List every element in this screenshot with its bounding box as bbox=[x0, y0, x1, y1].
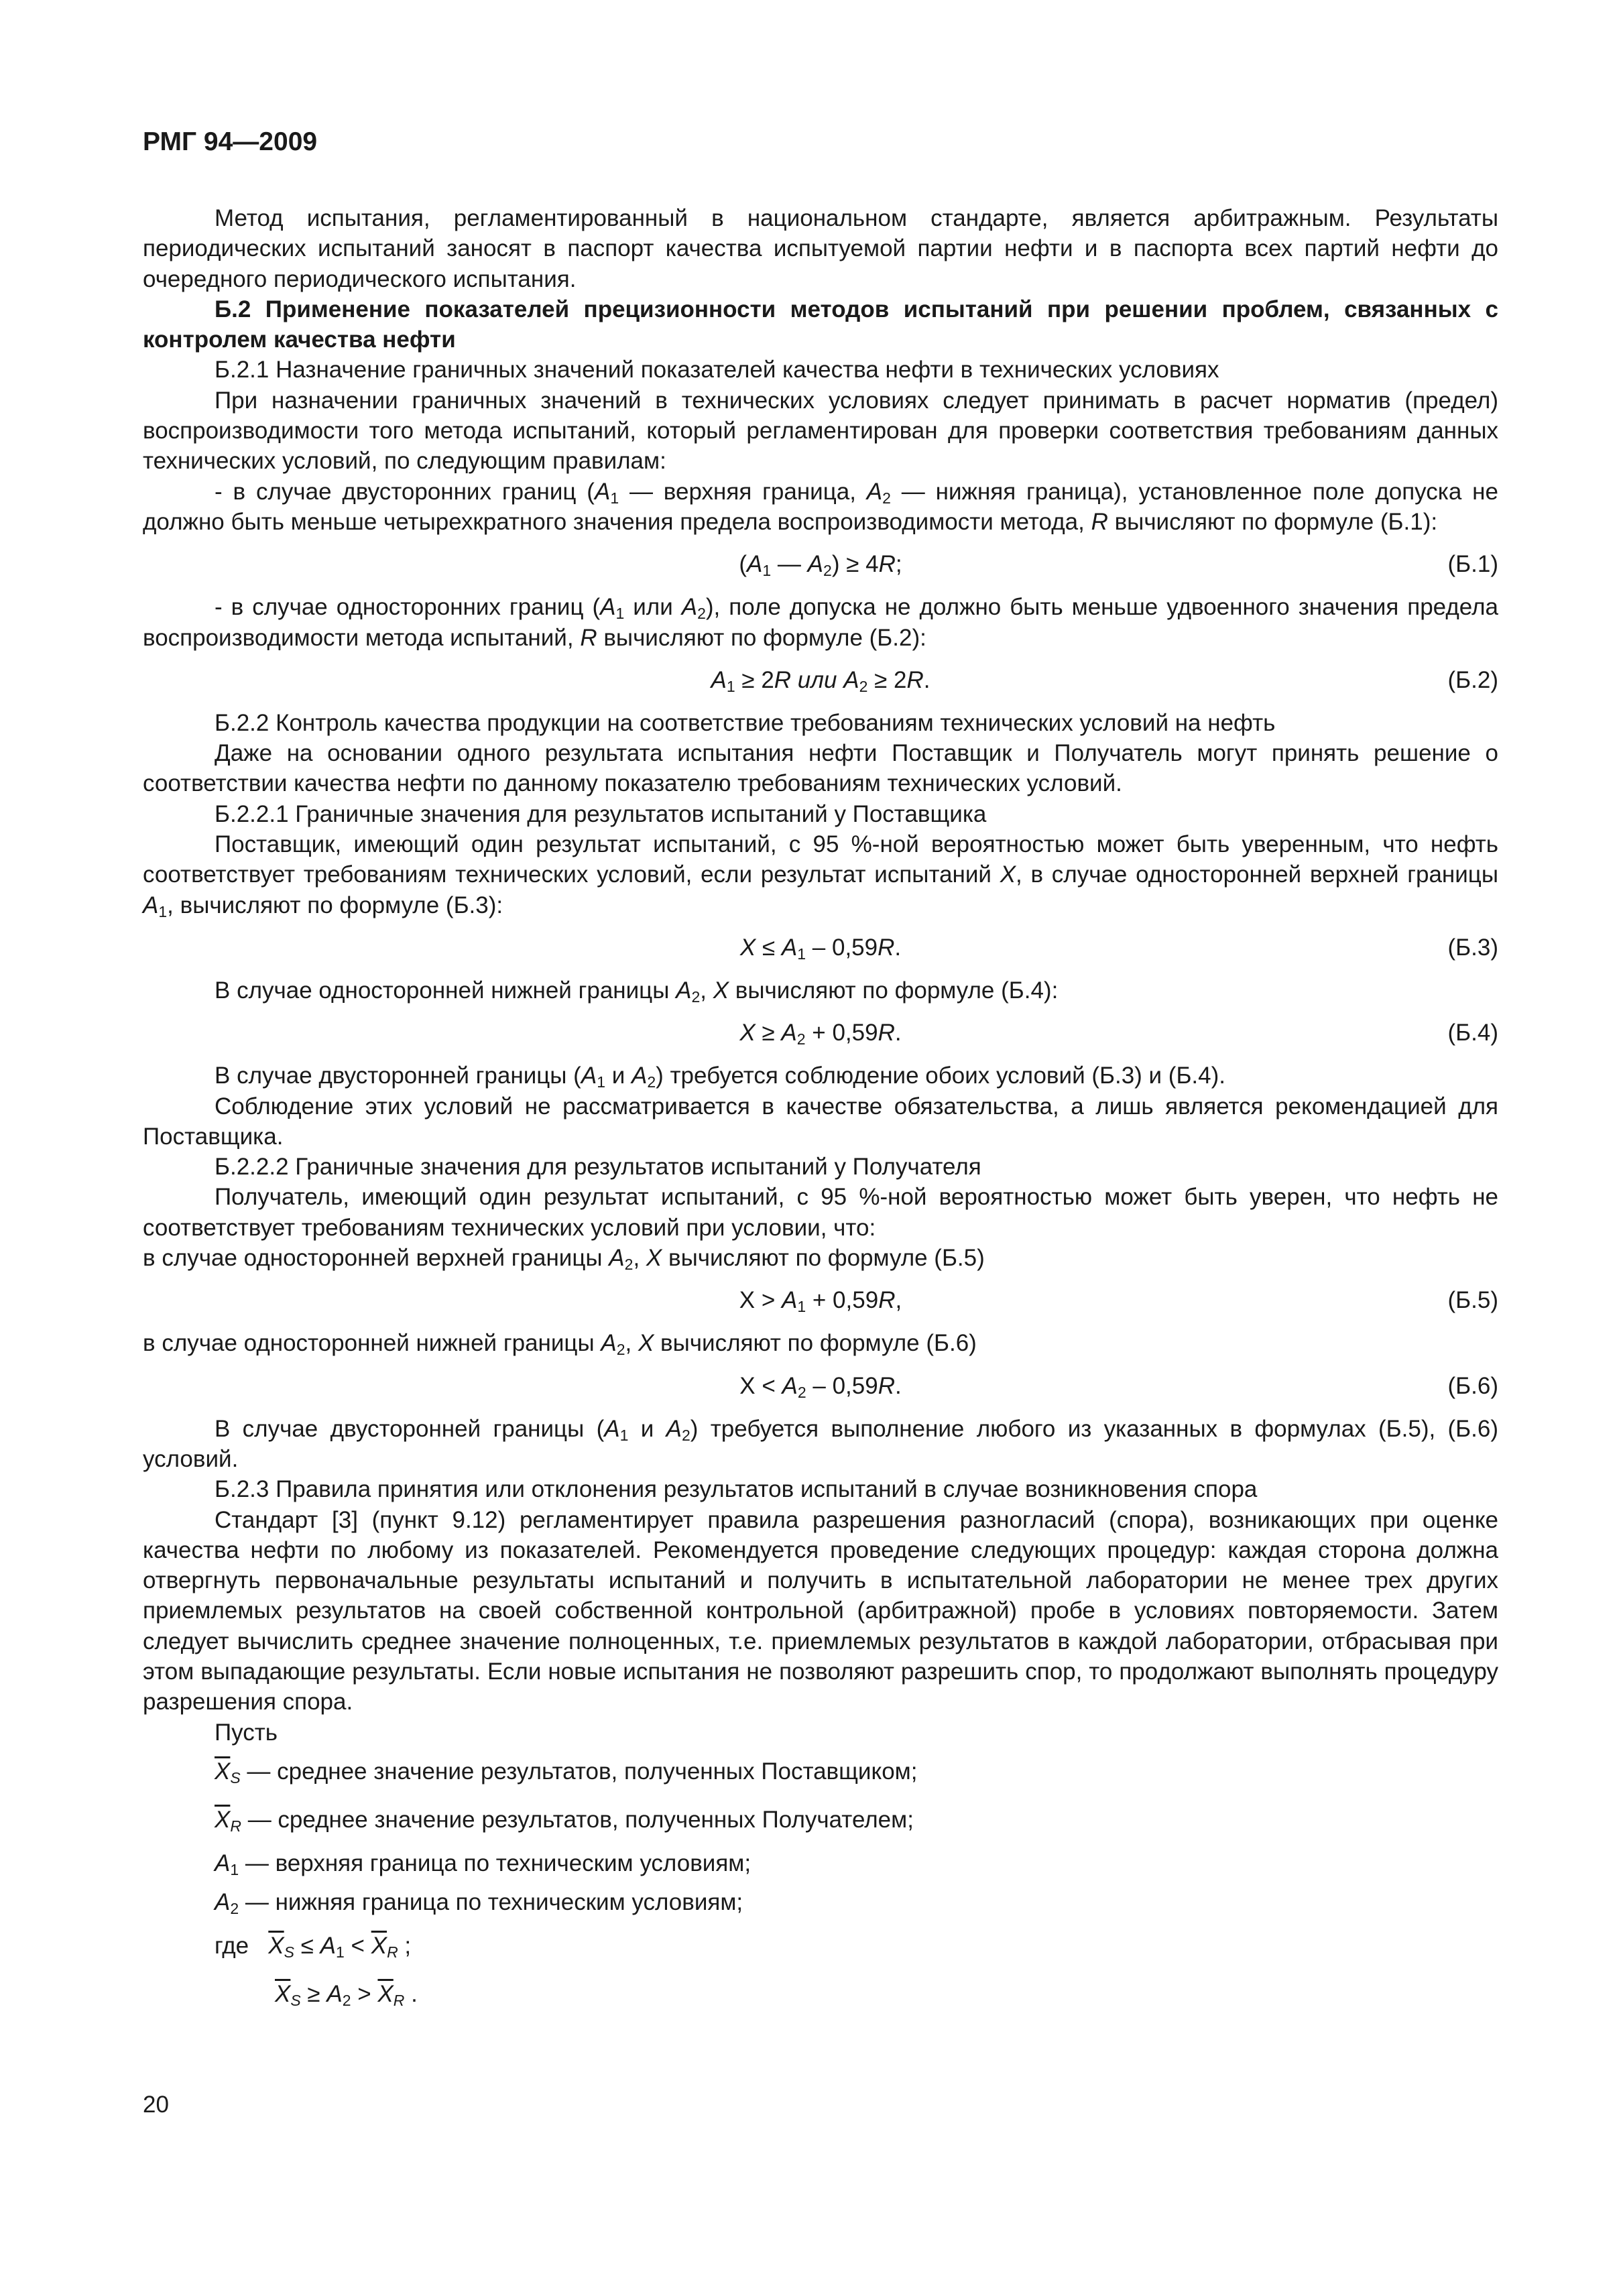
paragraph-b6-intro: в случае односторонней нижней границы $A_2$, X вычисляют по формуле (Б.6) bbox=[143, 1330, 977, 1359]
formula-number: (Б.4) bbox=[1447, 1020, 1498, 1046]
paragraph-b4-intro: В случае односторонней нижней границы $A_2$, X вычисляют по формуле (Б.4): bbox=[215, 977, 1059, 1006]
formula-b5: $X > A_1 + 0,59R$, (Б.5) bbox=[143, 1273, 1498, 1328]
paragraph-b21: При назначении граничных значений в технических условиях следует принимать в расчет норматив (предел) воспроизводимости того метода испытаний, который регламентирован для проверки соответствия требованиям данных технических условий, по следующим правилам: bbox=[143, 387, 1498, 475]
formula-number: (Б.6) bbox=[1447, 1372, 1498, 1399]
paragraph-b221: Поставщик, имеющий один результат испытаний, с 95 %-ной вероятностью может быть уверенным, что нефть соответствует требованиям технических условий, если результат испытаний X, в случае односторонней верхней границы $A_1$, вычисляют по формуле (Б.3): bbox=[143, 831, 1498, 920]
definition-xs: $\overline{X}_S$ — среднее значение результатов, полученных Поставщиком; bbox=[215, 1758, 918, 1787]
paragraph-b5-intro: в случае односторонней верхней границы $A_2$, X вычисляют по формуле (Б.5) bbox=[143, 1245, 985, 1274]
condition-2: $\overline{X}_S \ge A_2 > \overline{X}_R$ . bbox=[275, 1980, 418, 2009]
rule-two-sided: - в случае двусторонних границ ($A_1$ — верхняя граница, $A_2$ — нижняя граница), установленное поле допуска не должно быть меньше четырехкратного значения предела воспроизводимости метода, R вычисляют по формуле (Б.1): bbox=[143, 478, 1498, 535]
paragraph-b22: Даже на основании одного результата испытания нефти Поставщик и Получатель могут принять решение о соответствии качества нефти по данному показателю требованиям технических условий. bbox=[143, 740, 1498, 797]
rule-one-sided: - в случае односторонних границ ($A_1$ или $A_2$), поле допуска не должно быть меньше удвоенного значения предела воспроизводимости метода испытаний, R вычисляют по формуле (Б.2): bbox=[143, 594, 1498, 651]
formula-b6: $X < A_2 - 0,59R$. (Б.6) bbox=[143, 1359, 1498, 1414]
paragraph-recommendation: Соблюдение этих условий не рассматривается в качестве обязательства, а лишь является рекомендацией для Поставщика. bbox=[143, 1093, 1498, 1150]
subsection-b22: Б.2.2 Контроль качества продукции на соответствие требованиям технических условий на нефть bbox=[215, 709, 1276, 736]
definition-xr: $\overline{X}_R$ — среднее значение результатов, полученных Получателем; bbox=[215, 1806, 914, 1835]
paragraph-arbitration: Метод испытания, регламентированный в национальном стандарте, является арбитражным. Результаты периодических испытаний заносят в паспорт качества испытуемой партии нефти и в паспорта всех партий нефти до очередного периодического испытания. bbox=[143, 205, 1498, 292]
definition-a2: $A_2$ — нижняя граница по техническим условиям; bbox=[215, 1888, 743, 1917]
section-heading-b2: Б.2 Применение показателей прецизионности методов испытаний при решении проблем, связанных с контролем качества нефти bbox=[143, 296, 1498, 353]
document-body bbox=[143, 203, 1498, 2018]
formula-number: (Б.1) bbox=[1447, 551, 1498, 578]
formula-number: (Б.5) bbox=[1447, 1287, 1498, 1314]
paragraph-b23: Стандарт [3] (пункт 9.12) регламентирует правила разрешения разногласий (спора), возникающих при оценке качества нефти по любому из показателей. Рекомендуется проведение следующих процедур: каждая сторона должна отвергнуть первоначальные результаты испытаний и получить в испытательной лаборатории не менее трех других приемлемых результатов на своей собственной контрольной (арбитражной) пробе в условиях повторяемости. Затем следует вычислить среднее значение полноценных, т.е. приемлемых результатов в каждой лаборатории, отбрасывая при этом выпадающие результаты. Если новые испытания не позволяют разрешить спор, то продолжают выполнять процедуру разрешения спора. bbox=[143, 1506, 1498, 1715]
document-header: РМГ 94—2009 bbox=[143, 127, 318, 156]
condition-1: где $\overline{X}_S \le A_1 < \overline{X}_R$ ; bbox=[215, 1932, 412, 1961]
paragraph-two-sided-supplier: В случае двусторонней границы ($A_1$ и $A_2$) требуется соблюдение обоих условий (Б.3) и (Б.4). bbox=[215, 1063, 1226, 1091]
formula-number: (Б.2) bbox=[1447, 666, 1498, 693]
paragraph-two-sided-receiver: В случае двусторонней границы ($A_1$ и $A_2$) требуется выполнение любого из указанных в формулах (Б.5), (Б.6) условий. bbox=[143, 1415, 1498, 1472]
paragraph-b222: Получатель, имеющий один результат испытаний, с 95 %-ной вероятностью может быть уверен, что нефть не соответствует требованиям технических условий при условии, что: bbox=[143, 1184, 1498, 1241]
formula-b1: ($A_1$ — $A_2) \ge 4R$; (Б.1) bbox=[143, 537, 1498, 592]
page-number: 20 bbox=[143, 2092, 169, 2118]
subsection-b221: Б.2.2.1 Граничные значения для результатов испытаний у Поставщика bbox=[215, 800, 987, 827]
formula-b3: $X \le A_1 - 0,59R$. (Б.3) bbox=[143, 920, 1498, 975]
subsection-b21: Б.2.1 Назначение граничных значений показателей качества нефти в технических условиях bbox=[215, 357, 1219, 383]
subsection-b222: Б.2.2.2 Граничные значения для результатов испытаний у Получателя bbox=[215, 1154, 981, 1181]
subsection-b23: Б.2.3 Правила принятия или отклонения результатов испытаний в случае возникновения спора bbox=[215, 1476, 1258, 1503]
formula-b2: $A_1 \ge 2R$ или $A_2 \ge 2R$. (Б.2) bbox=[143, 653, 1498, 708]
definition-a1: $A_1$ — верхняя граница по техническим условиям; bbox=[215, 1850, 752, 1878]
formula-number: (Б.3) bbox=[1447, 934, 1498, 961]
let-label: Пусть bbox=[215, 1719, 278, 1746]
formula-b4: $X \ge A_2 + 0,59R$. (Б.4) bbox=[143, 1006, 1498, 1061]
